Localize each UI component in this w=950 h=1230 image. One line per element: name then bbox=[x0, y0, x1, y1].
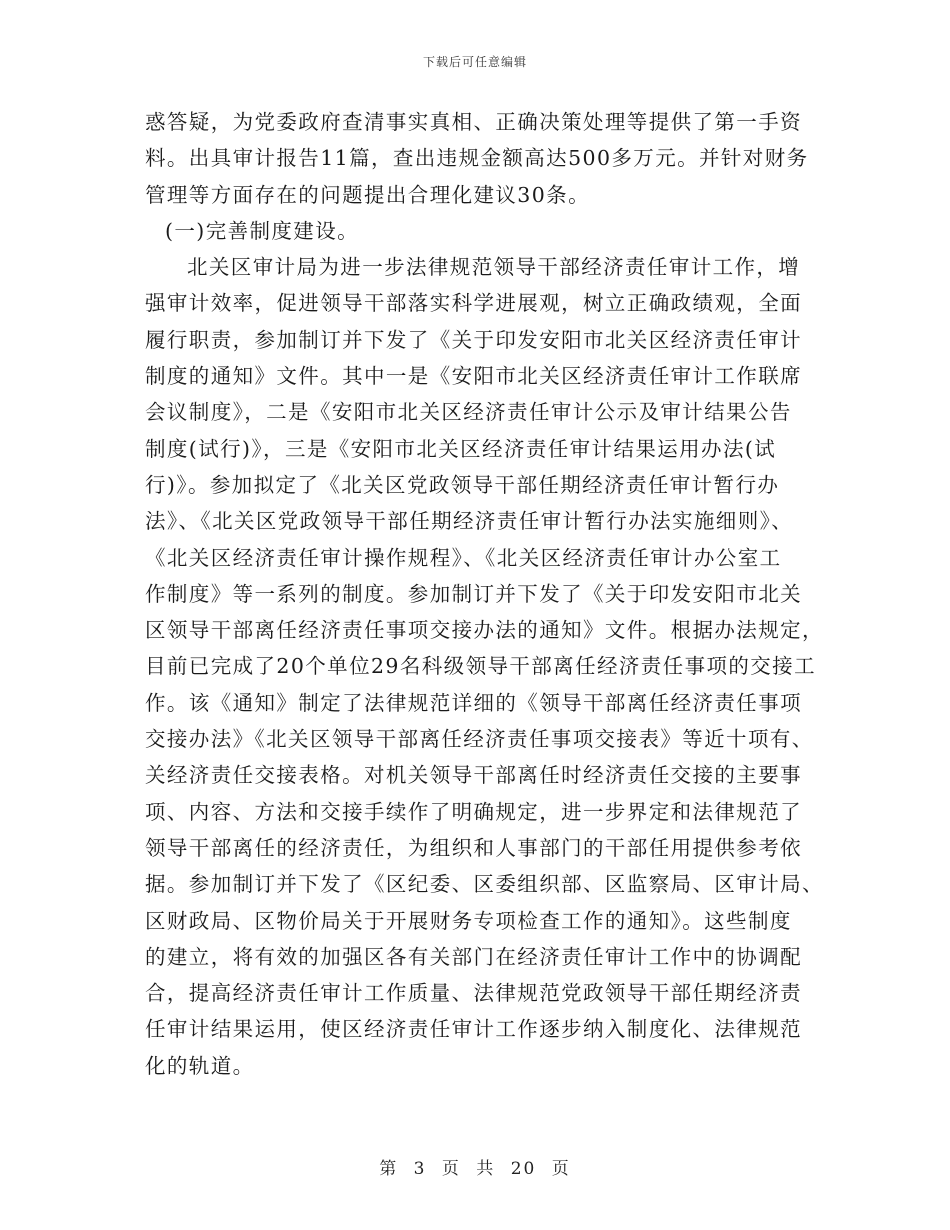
text-line: 的建立，将有效的加强区各有关部门在经济责任审计工作中的协调配 bbox=[145, 944, 802, 969]
text-line: 关经济责任交接表格。对机关领导干部离任时经济责任交接的主要事 bbox=[145, 763, 802, 788]
text-line: 《北关区经济责任审计操作规程》、《北关区经济责任审计办公室工 bbox=[145, 545, 782, 570]
body-text bbox=[145, 104, 824, 1084]
page-header: 下载后可任意编辑 bbox=[422, 55, 527, 69]
text-line: 项、内容、方法和交接手续作了明确规定，进一步界定和法律规范了 bbox=[145, 799, 802, 824]
text-line: 法》、《北关区党政领导干部任期经济责任审计暂行办法实施细则》、 bbox=[145, 509, 794, 534]
text-line: 履行职责，参加制订并下发了《关于印发安阳市北关区经济责任审计 bbox=[145, 327, 802, 352]
text-line: 作。该《通知》制定了法律规范详细的《领导干部离任经济责任事项 bbox=[145, 690, 802, 715]
text-line: 化的轨道。 bbox=[145, 1053, 255, 1078]
text-line: 据。参加制订并下发了《区纪委、区委组织部、区监察局、区审计局、 bbox=[145, 872, 824, 897]
text-line: 行)》。参加拟定了《北关区党政领导干部任期经济责任审计暂行办 bbox=[145, 472, 780, 497]
text-line: 任审计结果运用，使区经济责任审计工作逐步纳入制度化、法律规范 bbox=[145, 1017, 802, 1042]
page-number-footer: 第 3 页 共 20 页 bbox=[379, 1159, 571, 1179]
text-line: 交接办法》《北关区领导干部离任经济责任事项交接表》等近十项有、 bbox=[145, 727, 814, 752]
text-line: 料。出具审计报告11篇，查出违规金额高达500多万元。并针对财务 bbox=[145, 146, 809, 171]
text-line: 制度的通知》文件。其中一是《安阳市北关区经济责任审计工作联席 bbox=[145, 364, 802, 389]
text-line: 区财政局、区物价局关于开展财务专项检查工作的通知》。这些制度 bbox=[145, 908, 792, 933]
text-line: 合，提高经济责任审计工作质量、法律规范党政领导干部任期经济责 bbox=[145, 981, 802, 1006]
text-line: 制度(试行)》，三是《安阳市北关区经济责任审计结果运用办法(试 bbox=[145, 436, 777, 461]
text-line: 会议制度》，二是《安阳市北关区经济责任审计公示及审计结果公告 bbox=[145, 400, 792, 425]
text-line: 强审计效率，促进领导干部落实科学进展观，树立正确政绩观，全面 bbox=[145, 291, 802, 316]
section-heading: (一)完善制度建设。 bbox=[165, 218, 359, 243]
text-line: 目前已完成了20个单位29名科级领导干部离任经济责任事项的交接工 bbox=[145, 654, 816, 679]
text-line: 作制度》等一系列的制度。参加制订并下发了《关于印发安阳市北关 bbox=[145, 581, 802, 606]
text-line: 惑答疑，为党委政府查清事实真相、正确决策处理等提供了第一手资 bbox=[145, 110, 802, 134]
text-line: 管理等方面存在的问题提出合理化建议30条。 bbox=[145, 182, 590, 207]
text-line: 北关区审计局为进一步法律规范领导干部经济责任审计工作，增 bbox=[187, 255, 801, 280]
text-line: 区领导干部离任经济责任事项交接办法的通知》文件。根据办法规定， bbox=[145, 618, 824, 643]
text-line: 领导干部离任的经济责任，为组织和人事部门的干部任用提供参考依 bbox=[145, 835, 802, 860]
